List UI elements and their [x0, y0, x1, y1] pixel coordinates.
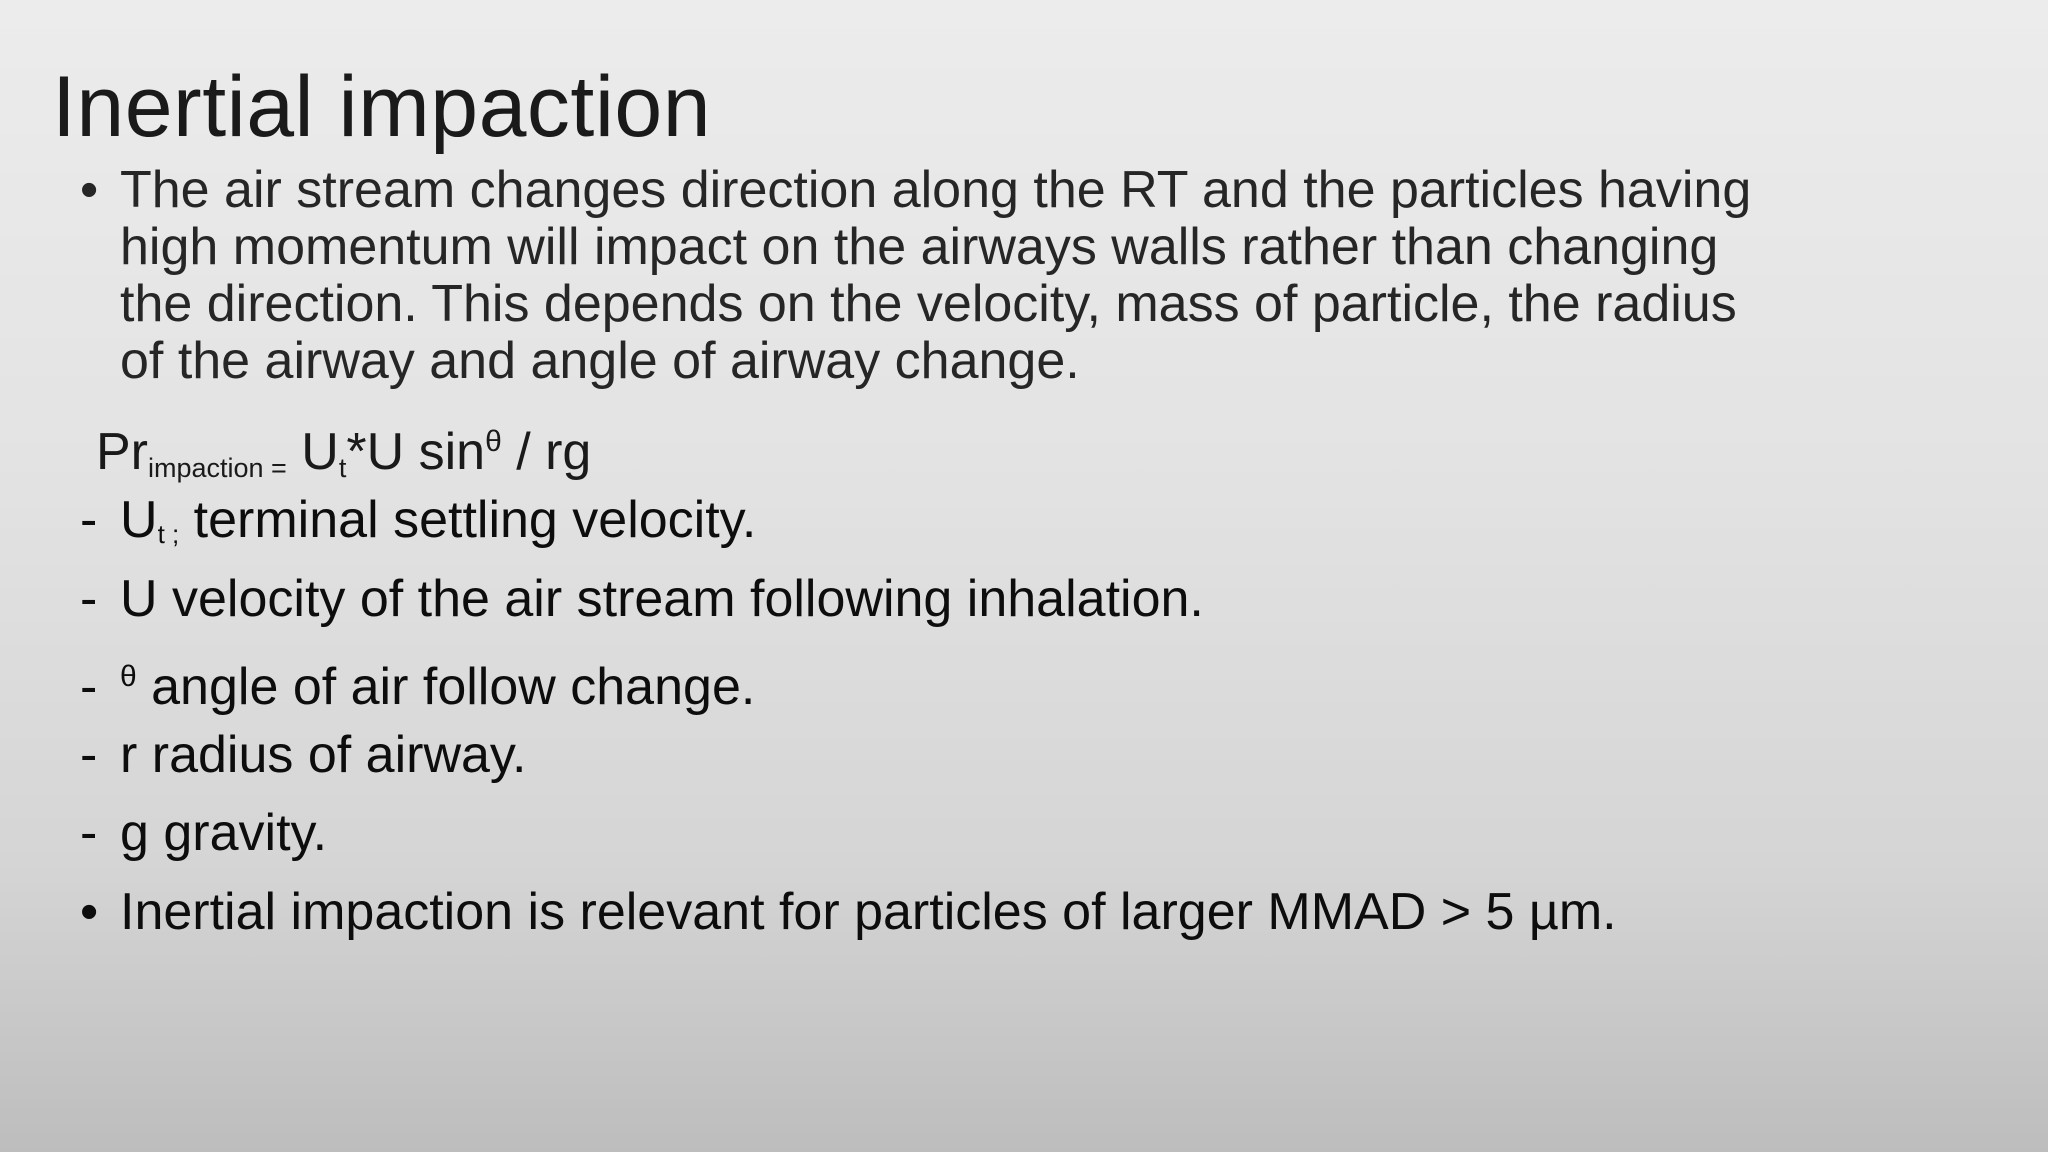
bullet-mmad	[80, 880, 1617, 944]
definition-text: angle of air follow change.	[136, 658, 756, 716]
formula-pr: Pr	[96, 423, 148, 481]
definition-theta	[80, 645, 755, 719]
dash-marker: -	[80, 804, 98, 862]
formula-sub-t: t	[338, 453, 347, 483]
bullet-marker: •	[80, 161, 99, 219]
definition-u	[80, 567, 1204, 631]
bullet-line: The air stream changes direction along the RT and the particles having	[120, 161, 1752, 219]
definition-g	[80, 801, 327, 865]
definition-sup: θ	[120, 660, 137, 693]
slide-title: Inertial impaction	[52, 59, 712, 155]
dash-marker: -	[80, 491, 98, 549]
bullet-line: high momentum will impact on the airways walls rather than changing	[120, 218, 1719, 276]
definition-text: U velocity of the air stream following inhalation.	[120, 570, 1204, 628]
dash-marker: -	[80, 726, 98, 784]
formula-sub-impaction: impaction =	[148, 453, 287, 483]
definition-r	[80, 723, 527, 787]
bullet-paragraph	[80, 162, 1840, 390]
impaction-formula	[96, 410, 591, 500]
definition-ut	[80, 488, 756, 566]
definition-text: g gravity.	[120, 804, 328, 862]
definition-symbol: U	[120, 491, 158, 549]
dash-marker: -	[80, 570, 98, 628]
formula-tail: / rg	[501, 423, 592, 481]
bullet-text	[120, 162, 1840, 390]
formula-mid: *U sin	[346, 423, 486, 481]
bullet-text: Inertial impaction is relevant for particles of larger MMAD > 5 µm.	[120, 883, 1617, 941]
definition-sub: t ;	[157, 519, 180, 549]
formula-theta: θ	[485, 425, 502, 458]
definition-text: terminal settling velocity.	[179, 491, 757, 549]
formula-u: U	[286, 423, 339, 481]
bullet-line: the direction. This depends on the velocity, mass of particle, the radius	[120, 275, 1737, 333]
dash-marker: -	[80, 658, 98, 716]
definition-text: r radius of airway.	[120, 726, 527, 784]
bullet-line: of the airway and angle of airway change.	[120, 332, 1080, 390]
bullet-marker: •	[80, 883, 99, 941]
